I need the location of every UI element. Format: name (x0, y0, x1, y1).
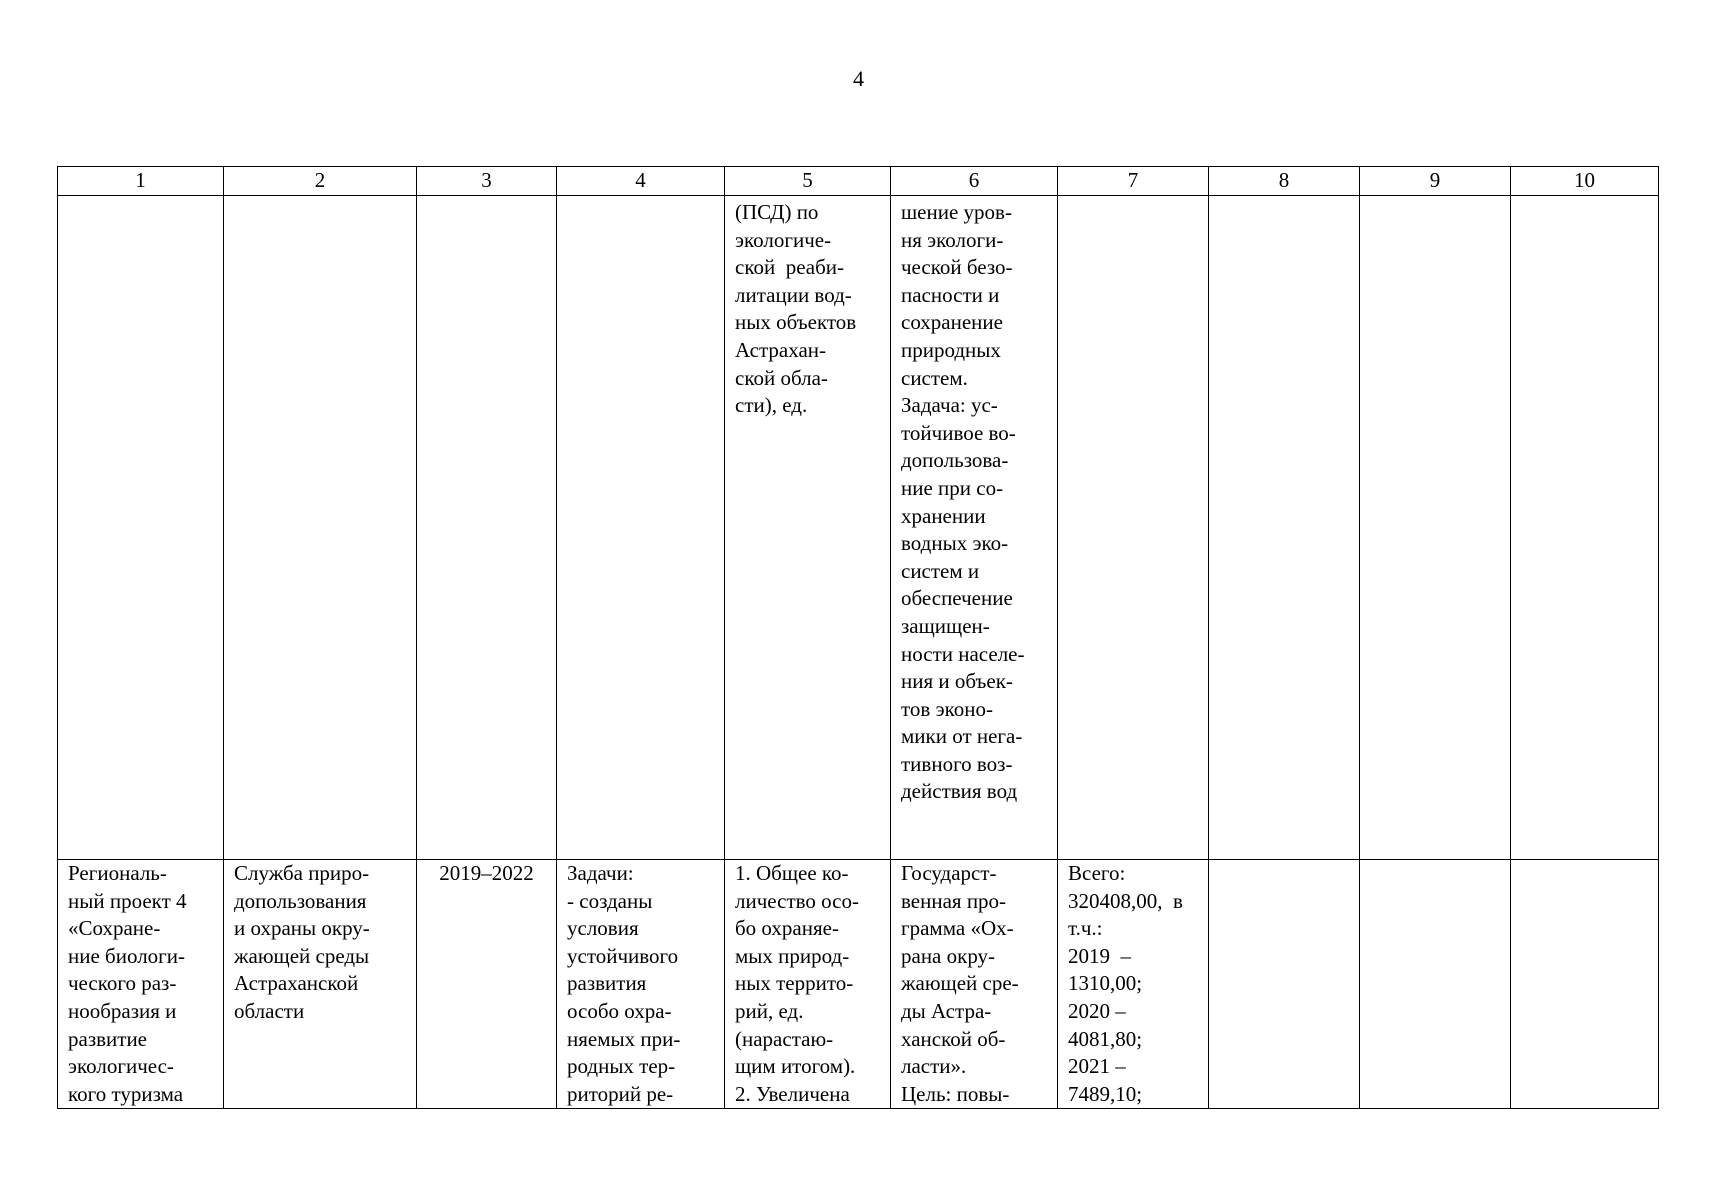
program-table (57, 166, 1659, 1109)
table-row (58, 860, 1659, 1109)
cell-text (1511, 196, 1658, 199)
table-cell (1360, 860, 1511, 1109)
cell-text: Региональ- ный проект 4 «Сохране- ние биологи- ческого раз- нообразия и развитие экологичес- кого туризма (68, 861, 187, 1106)
table-cell (58, 196, 224, 860)
cell-text: (ПСД) по экологиче- ской реаби- литации вод- ных объектов Астрахан- ской обла- сти), ед. (735, 200, 857, 418)
column-header: 6 (891, 167, 1058, 196)
table-cell (1511, 860, 1659, 1109)
table-cell (58, 860, 224, 1109)
column-header: 5 (725, 167, 891, 196)
cell-text: Задачи: - созданы условия устойчивого развития особо охра- няемых при- родных тер- риторий ре- (567, 861, 681, 1106)
column-header: 2 (224, 167, 417, 196)
table-cell (224, 196, 417, 860)
cell-text: 1. Общее ко- личество осо- бо охраняе- мых природ- ных террито- рий, ед. (нарастаю- щим итогом). 2. Увеличена (735, 861, 859, 1106)
column-header: 7 (1058, 167, 1209, 196)
table-cell (557, 196, 725, 860)
table-cell (1209, 196, 1360, 860)
table-cell (1511, 196, 1659, 860)
table-cell (417, 196, 557, 860)
column-header: 8 (1209, 167, 1360, 196)
cell-text: 2019–2022 (439, 861, 534, 885)
column-header: 4 (557, 167, 725, 196)
table-cell (557, 860, 725, 1109)
table-header-row (58, 167, 1659, 196)
column-header: 10 (1511, 167, 1659, 196)
table-row (58, 196, 1659, 860)
table-cell (1209, 860, 1360, 1109)
cell-text: Государст- венная про- грамма «Ох- рана окру- жающей сре- ды Астра- ханской об- ласти». Цель: повы- (901, 861, 1019, 1106)
column-header: 3 (417, 167, 557, 196)
table-cell (725, 196, 891, 860)
table-cell (1058, 860, 1209, 1109)
column-header: 9 (1360, 167, 1511, 196)
table-cell (891, 196, 1058, 860)
cell-text: шение уров- ня экологи- ческой безо- пасности и сохранение природных систем. Задача: ус- тойчивое во- допользова- ние при со- хранении водных эко- систем и обеспечение защищен- ности населе- ния и объек- тов эконо- мики от нега- тивного воз- действия вод (901, 200, 1025, 804)
cell-text: Всего: 320408,00, в т.ч.: 2019 – 1310,00; 2020 – 4081,80; 2021 – 7489,10; (1068, 861, 1183, 1106)
cell-text (224, 196, 416, 199)
cell-text: Служба приро- допользования и охраны окру- жающей среды Астраханской области (234, 861, 370, 1023)
cell-text (417, 196, 556, 199)
cell-text (1209, 196, 1359, 199)
column-header: 1 (58, 167, 224, 196)
cell-text (1360, 196, 1510, 199)
table-cell (1058, 196, 1209, 860)
table-cell (1360, 196, 1511, 860)
table-cell (224, 860, 417, 1109)
cell-text (58, 196, 223, 199)
page-number: 4 (853, 66, 864, 91)
table-cell (891, 860, 1058, 1109)
table-cell (417, 860, 557, 1109)
cell-text (1058, 196, 1208, 199)
table-cell (725, 860, 891, 1109)
cell-text (557, 196, 724, 199)
